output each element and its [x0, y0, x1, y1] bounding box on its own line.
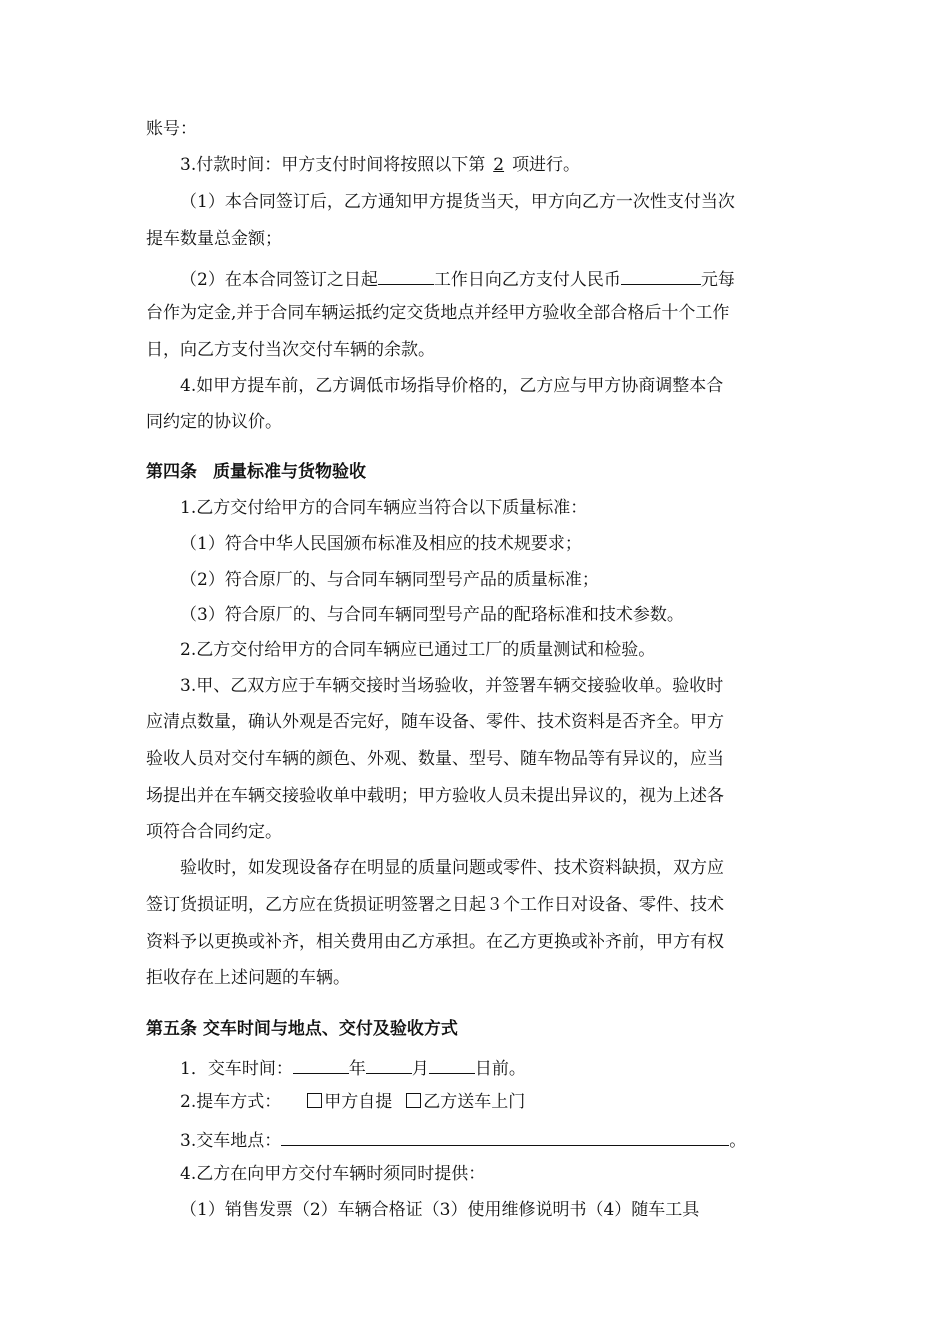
- paragraph-line: 验收时，如发现设备存在明显的质量问题或零件、技术资料缺损，双方应: [180, 858, 724, 878]
- delivery-place-line: 3.交车地点： 。: [180, 1128, 746, 1151]
- paragraph-line: 日，向乙方支付当次交付车辆的余款。: [146, 340, 435, 360]
- blank-day: [429, 1056, 475, 1074]
- paragraph-line: 4.如甲方提车前，乙方调低市场指导价格的，乙方应与甲方协商调整本合: [180, 376, 724, 396]
- blank-amount: [621, 267, 701, 285]
- paragraph-line: 4.乙方在向甲方交付车辆时须同时提供：: [180, 1164, 486, 1184]
- delivery-time-line: 1．交车时间： 年 月 日前。: [180, 1056, 526, 1079]
- list-item: （2）符合原厂的、与合同车辆同型号产品的质量标准；: [180, 570, 599, 590]
- section-heading-4: 第四条 质量标准与货物验收: [146, 462, 366, 482]
- list-item: （1）销售发票（2）车辆合格证（3）使用维修说明书（4）随车工具: [180, 1200, 700, 1220]
- paragraph-line: 应清点数量，确认外观是否完好，随车设备、零件、技术资料是否齐全。甲方: [146, 712, 724, 732]
- paragraph-line: 场提出并在车辆交接验收单中载明；甲方验收人员未提出异议的，视为上述各: [146, 786, 724, 806]
- checkbox-self-pickup[interactable]: [307, 1093, 322, 1108]
- paragraph-line: 资料予以更换或补齐，相关费用由乙方承担。在乙方更换或补齐前，甲方有权: [146, 932, 724, 952]
- account-line: 账号：: [146, 119, 197, 139]
- paragraph-line: 项符合合同约定。: [146, 822, 282, 842]
- paragraph-line: （1）本合同签订后，乙方通知甲方提货当天，甲方向乙方一次性支付当次: [180, 192, 735, 212]
- payment-option-value: 2: [493, 155, 505, 175]
- blank-month: [366, 1056, 412, 1074]
- paragraph-line: 3.甲、乙双方应于车辆交接时当场验收，并签署车辆交接验收单。验收时: [180, 676, 724, 696]
- blank-year: [293, 1056, 349, 1074]
- paragraph-line: 台作为定金,并于合同车辆运抵约定交货地点并经甲方验收全部合格后十个工作: [146, 303, 730, 323]
- list-item: （1）符合中华人民国颁布标准及相应的技术规要求；: [180, 534, 582, 554]
- paragraph-line: 验收人员对交付车辆的颜色、外观、数量、型号、随车物品等有异议的，应当: [146, 749, 724, 769]
- paragraph-line: 提车数量总金额；: [146, 229, 282, 249]
- blank-workdays: [378, 267, 434, 285]
- paragraph-line: 1.乙方交付给甲方的合同车辆应当符合以下质量标准：: [180, 498, 588, 518]
- paragraph-line: 同约定的协议价。: [146, 412, 282, 432]
- payment-time-line: 3.付款时间：甲方支付时间将按照以下第 2 项进行。: [180, 155, 581, 175]
- list-item: （3）符合原厂的、与合同车辆同型号产品的配珞标准和技术参数。: [180, 605, 684, 625]
- paragraph-line: 签订货损证明，乙方应在货损证明签署之日起３个工作日对设备、零件、技术: [146, 895, 724, 915]
- checkbox-seller-delivery[interactable]: [406, 1093, 421, 1108]
- deposit-line: （2）在本合同签订之日起 工作日向乙方支付人民币 元每: [180, 267, 735, 290]
- pickup-method-line: 2.提车方式： 甲方自提 乙方送车上门: [180, 1092, 526, 1112]
- section-heading-5: 第五条 交车时间与地点、交付及验收方式: [146, 1019, 458, 1039]
- paragraph-line: 2.乙方交付给甲方的合同车辆应已通过工厂的质量测试和检验。: [180, 640, 656, 660]
- blank-place: [281, 1128, 729, 1146]
- paragraph-line: 拒收存在上述问题的车辆。: [146, 968, 350, 988]
